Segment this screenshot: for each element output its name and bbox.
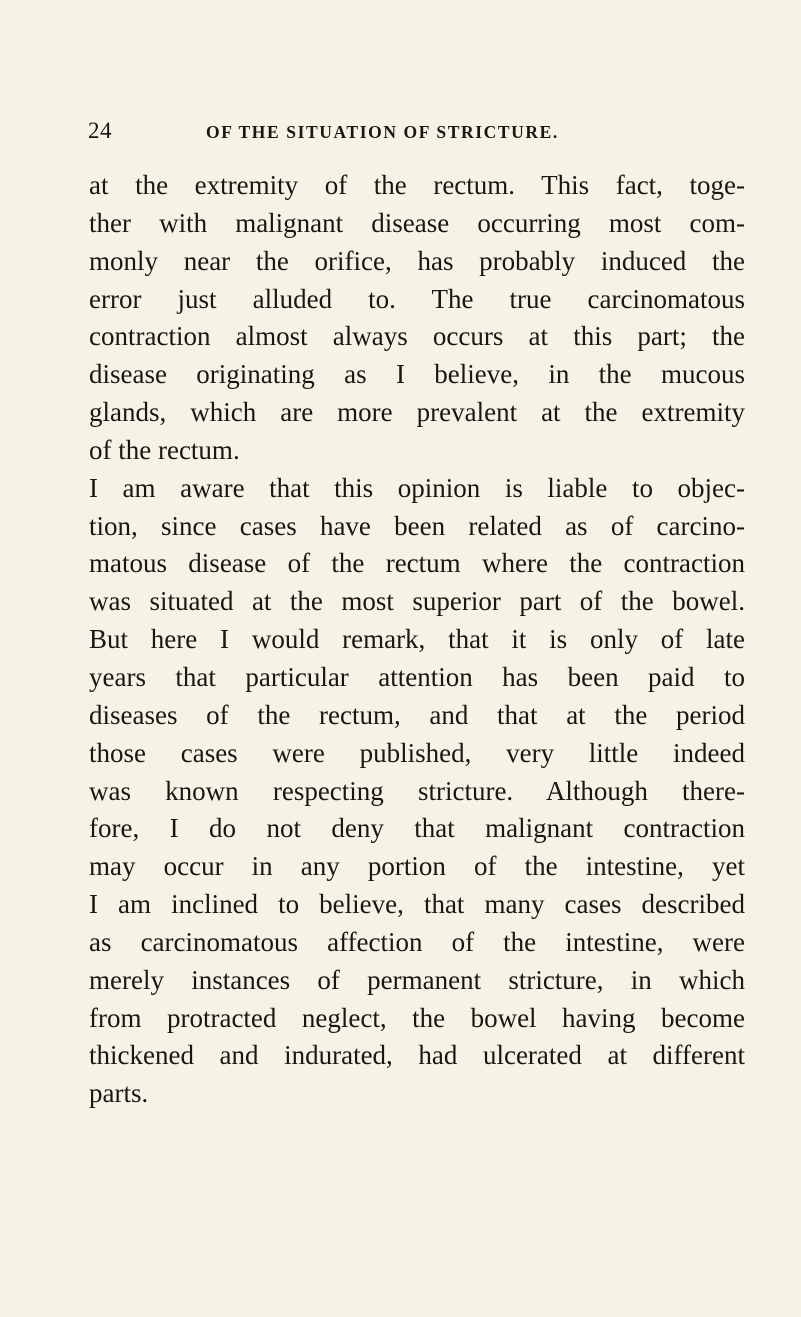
text-line: fore, I do not deny that malignant contraction [89,813,745,844]
text-line: as carcinomatous affection of the intestine, were [89,926,745,957]
text-line: I am inclined to believe, that many cases described [89,889,745,920]
paragraph-1 [89,167,745,470]
running-head [88,116,748,146]
text-line: But here I would remark, that it is only of late [89,624,745,655]
text-line: I am aware that this opinion is liable to objec- [89,472,745,503]
text-line: parts. [89,1078,149,1109]
text-line: may occur in any portion of the intestine, yet [89,851,745,882]
text-line: thickened and indurated, had ulcerated at different [89,1040,745,1071]
paragraph-2 [89,470,745,1113]
text-line: matous disease of the rectum where the contraction [89,548,745,579]
text-line: was situated at the most superior part of the bowel. [89,586,745,617]
text-line: was known respecting stricture. Although there- [89,775,745,806]
body-text [89,167,745,1113]
text-line: ther with malignant disease occurring most com- [89,207,745,238]
text-line: contraction almost always occurs at this part; the [89,321,745,352]
text-line: merely instances of permanent stricture, in which [89,964,745,995]
text-line: from protracted neglect, the bowel having become [89,1002,745,1033]
page-number: 24 [88,118,112,143]
text-line: glands, which are more prevalent at the extremity [89,397,745,428]
text-line: of the rectum. [89,434,240,465]
text-line: years that particular attention has been paid to [89,661,745,692]
text-line: diseases of the rectum, and that at the period [89,699,745,730]
text-line: tion, since cases have been related as of carcino- [89,510,745,541]
text-line: error just alluded to. The true carcinomatous [89,283,745,314]
running-head-title: OF THE SITUATION OF STRICTURE. [206,122,559,142]
text-line: disease originating as I believe, in the mucous [89,359,745,390]
text-line: those cases were published, very little indeed [89,737,745,768]
text-line: at the extremity of the rectum. This fact, toge- [89,170,745,200]
text-line: monly near the orifice, has probably induced the [89,245,745,276]
